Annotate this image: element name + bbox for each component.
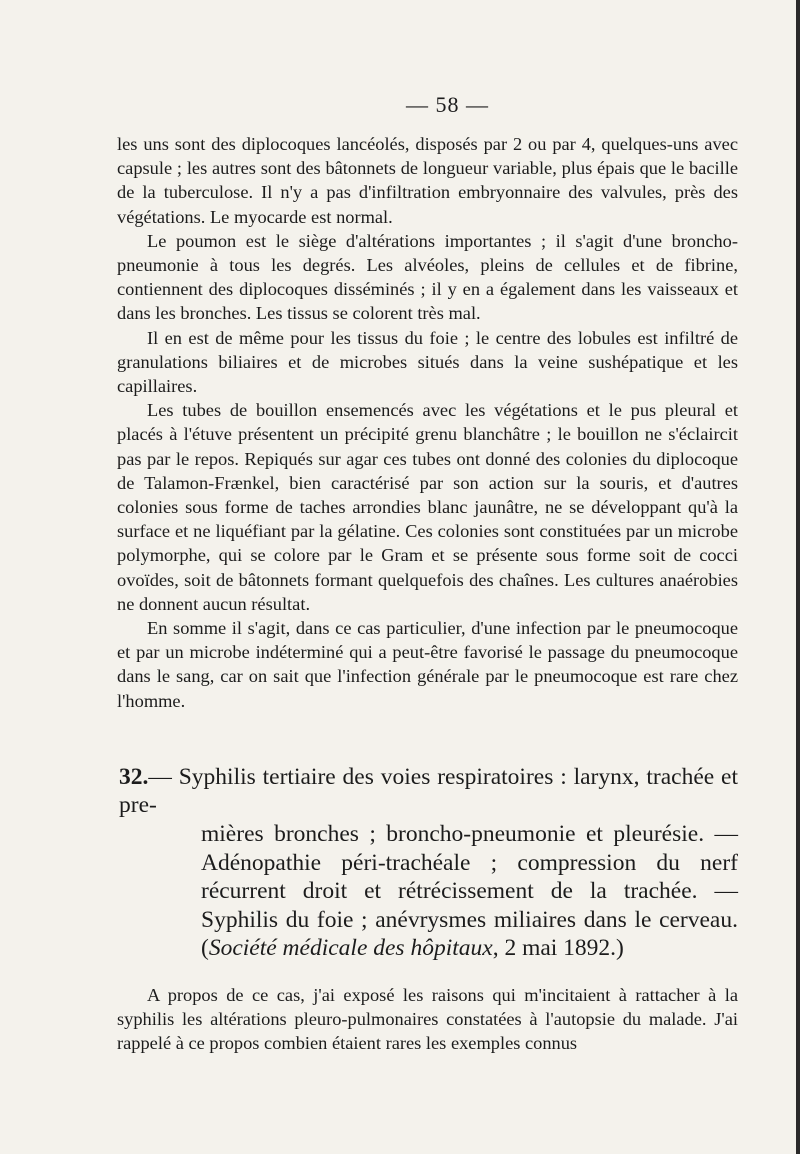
page-number: — 58 —: [406, 92, 489, 117]
section-title-line1: — Syphilis tertiaire des voies respiratoires : larynx, trachée et pre-: [119, 763, 738, 819]
paragraph-5: En somme il s'agit, dans ce cas particulier, d'une infection par le pneumocoque et par un microbe indéterminé qui a peut-être favorisé le passage du pneumocoque dans le sang, car on sait que l'infection générale par le pneumocoque est rare chez l'homme.: [117, 618, 738, 711]
section-32-heading: [119, 763, 738, 963]
section-title-rest: mières bronches ; broncho-pneumonie et pleurésie. — Adénopathie péri-trachéale ; compression du nerf récurrent droit et rétrécissement de la trachée. — Syphilis du foie ; anévrysmes miliaires dans le cerveau. (: [201, 821, 738, 962]
paragraph-2: Le poumon est le siège d'altérations importantes ; il s'agit d'une broncho-pneumonie à tous les degrés. Les alvéoles, pleins de cellules et de fibrine, contiennent des diplocoques disséminés ; il y en a également dans les vaisseaux et dans les bronches. Les tissus se colorent très mal.: [117, 230, 738, 324]
paragraph-3: Il en est de même pour les tissus du foie ; le centre des lobules est infiltré de granulations biliaires et de microbes situés dans la veine sushépatique et les capillaires.: [117, 327, 738, 397]
section-number: 32.: [119, 763, 149, 790]
section-title-continuation: [119, 820, 738, 963]
section-date: , 2 mai 1892.): [492, 935, 624, 962]
paragraph-1: les uns sont des diplocoques lancéolés, disposés par 2 ou par 4, quelques-uns avec capsule ; les autres sont des bâtonnets de longueur variable, plus épais que le bacille de la tuberculose. Il n'y a pas d'infiltration embryonnaire des valvules, près des végétations. Le myocarde est normal.: [117, 134, 738, 227]
page-edge: [796, 0, 800, 1154]
section-source: Société médicale des hôpitaux: [208, 935, 493, 962]
paragraph-4: Les tubes de bouillon ensemencés avec les végétations et le pus pleural et placés à l'étuve présentent un précipité grenu blanchâtre ; le bouillon ne s'éclaircit pas par le repos. Repiqués sur agar ces tubes ont donné des colonies du diplocoque de Talamon-Frænkel, bien caractérisé par son action sur la souris, et d'autres colonies sous forme de taches arrondies blanc jaunâtre, ne se développant qu'à la surface et ne liquéfiant par la gélatine. Ces colonies sont constituées par un microbe polymorphe, qui se colore par le Gram et se présente sous forme soit de cocci ovoïdes, soit de bâtonnets formant quelquefois des chaînes. Les cultures anaérobies ne donnent aucun résultat.: [117, 400, 738, 614]
section-body: A propos de ce cas, j'ai exposé les raisons qui m'incitaient à rattacher à la syphilis les altérations pleuro-pulmonaires constatées à l'autopsie du malade. J'ai rappelé à ce propos combien étaient rares les exemples connus: [117, 985, 738, 1054]
